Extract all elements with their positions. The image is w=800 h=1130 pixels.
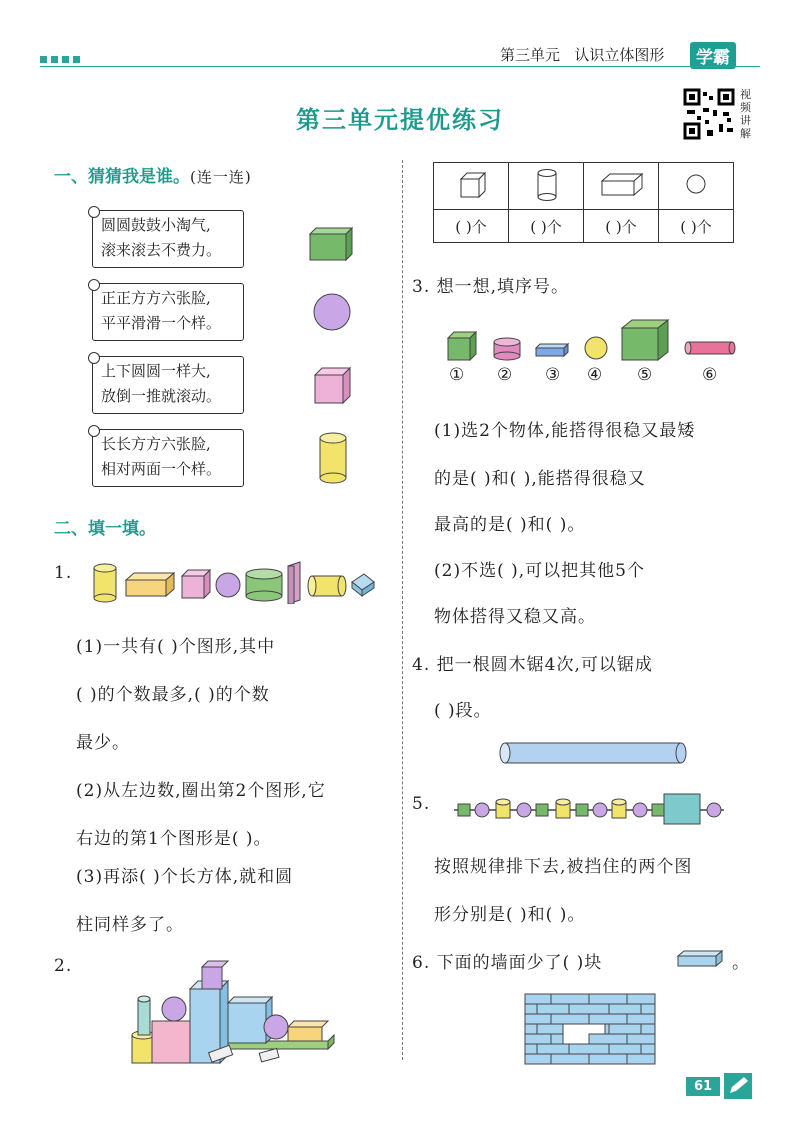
q2-stack-figure [128, 955, 338, 1067]
pencil-icon [724, 1073, 752, 1099]
riddle-card: 圆圆鼓鼓小淘气, 滚来滚去不费力。 [92, 210, 244, 268]
qr-label: 视频讲解 [740, 88, 751, 140]
q5-number: 5. [412, 794, 431, 814]
page-number: 61 [686, 1077, 720, 1096]
q3-line: 物体搭得又稳又高。 [434, 607, 596, 627]
q1-line: (1)一共有( )个图形,其中 [76, 637, 276, 657]
count-answer-cell[interactable]: ( )个 [509, 210, 584, 243]
count-answer-cell[interactable]: ( )个 [584, 210, 659, 243]
q6-end: 。 [732, 953, 750, 973]
riddle-card: 正正方方六张脸, 平平滑滑一个样。 [92, 283, 244, 341]
q1-line: 最少。 [76, 733, 130, 753]
header-topic: 认识立体图形 [574, 46, 665, 64]
header-decoration [40, 48, 84, 67]
bead-string-figure [452, 786, 732, 830]
riddle-card: 上下圆圆一样大, 放倒一推就滚动。 [92, 356, 244, 414]
table-cell-sphere-icon [659, 163, 734, 210]
q4-line: ( )段。 [434, 701, 492, 721]
q1-number: 1. [54, 563, 73, 583]
section1-heading: 一、猜猜我是谁。(连一连) [54, 167, 252, 187]
q1-line: ( )的个数最多,( )的个数 [76, 685, 270, 705]
q3-label-5: ⑤ [637, 365, 654, 385]
q5-line: 按照规律排下去,被挡住的两个图 [434, 857, 693, 877]
q5-line: 形分别是( )和( )。 [434, 905, 586, 925]
cylinder-shape [320, 433, 346, 483]
q6-line: 6. 下面的墙面少了( )块 [412, 953, 603, 973]
column-divider [402, 160, 403, 1060]
q3-heading: 3. 想一想,填序号。 [412, 277, 570, 297]
cube-shape [315, 368, 350, 403]
q3-label-2: ② [497, 365, 514, 385]
q4-line: 4. 把一根圆木锯4次,可以锯成 [412, 655, 653, 675]
qr-code[interactable] [683, 88, 735, 144]
page-title: 第三单元提优练习 [296, 106, 504, 134]
q3-line: (1)选2个物体,能搭得很稳又最矮 [434, 421, 696, 441]
section1-note: (连一连) [190, 168, 252, 186]
q3-label-1: ① [449, 365, 466, 385]
q1-line: 右边的第1个图形是( )。 [76, 829, 272, 849]
wall-figure [523, 992, 663, 1068]
log-figure [495, 738, 695, 768]
q3-objects [440, 318, 740, 364]
q3-line: (2)不选( ),可以把其他5个 [434, 561, 645, 581]
q3-line: 的是( )和( ),能搭得很稳又 [434, 469, 646, 489]
matching-shapes [300, 220, 360, 500]
table-cell-cube-icon [434, 163, 509, 210]
header-rule [40, 66, 760, 67]
cuboid-shape [310, 228, 352, 260]
sphere-shape [314, 294, 350, 330]
riddle-card: 长长方方六张脸, 相对两面一个样。 [92, 429, 244, 487]
brick-icon [674, 948, 728, 970]
count-answer-cell[interactable]: ( )个 [434, 210, 509, 243]
table-cell-cuboid-icon [584, 163, 659, 210]
table-cell-cylinder-icon [509, 163, 584, 210]
q1-line: 柱同样多了。 [76, 915, 184, 935]
q1-line: (3)再添( )个长方体,就和圆 [76, 867, 294, 887]
header-unit: 第三单元 认识立体图形 [500, 46, 665, 64]
count-answer-cell[interactable]: ( )个 [659, 210, 734, 243]
section2-heading: 二、填一填。 [54, 519, 156, 539]
brand-logo: 学霸 [690, 42, 736, 69]
q1-line: (2)从左边数,圈出第2个图形,它 [76, 781, 326, 801]
q3-label-3: ③ [545, 365, 562, 385]
shape-count-table [433, 162, 734, 243]
q1-shape-row [90, 560, 390, 604]
q3-label-4: ④ [587, 365, 604, 385]
q3-label-6: ⑥ [702, 365, 719, 385]
q3-line: 最高的是( )和( )。 [434, 515, 586, 535]
q2-number: 2. [54, 956, 73, 976]
